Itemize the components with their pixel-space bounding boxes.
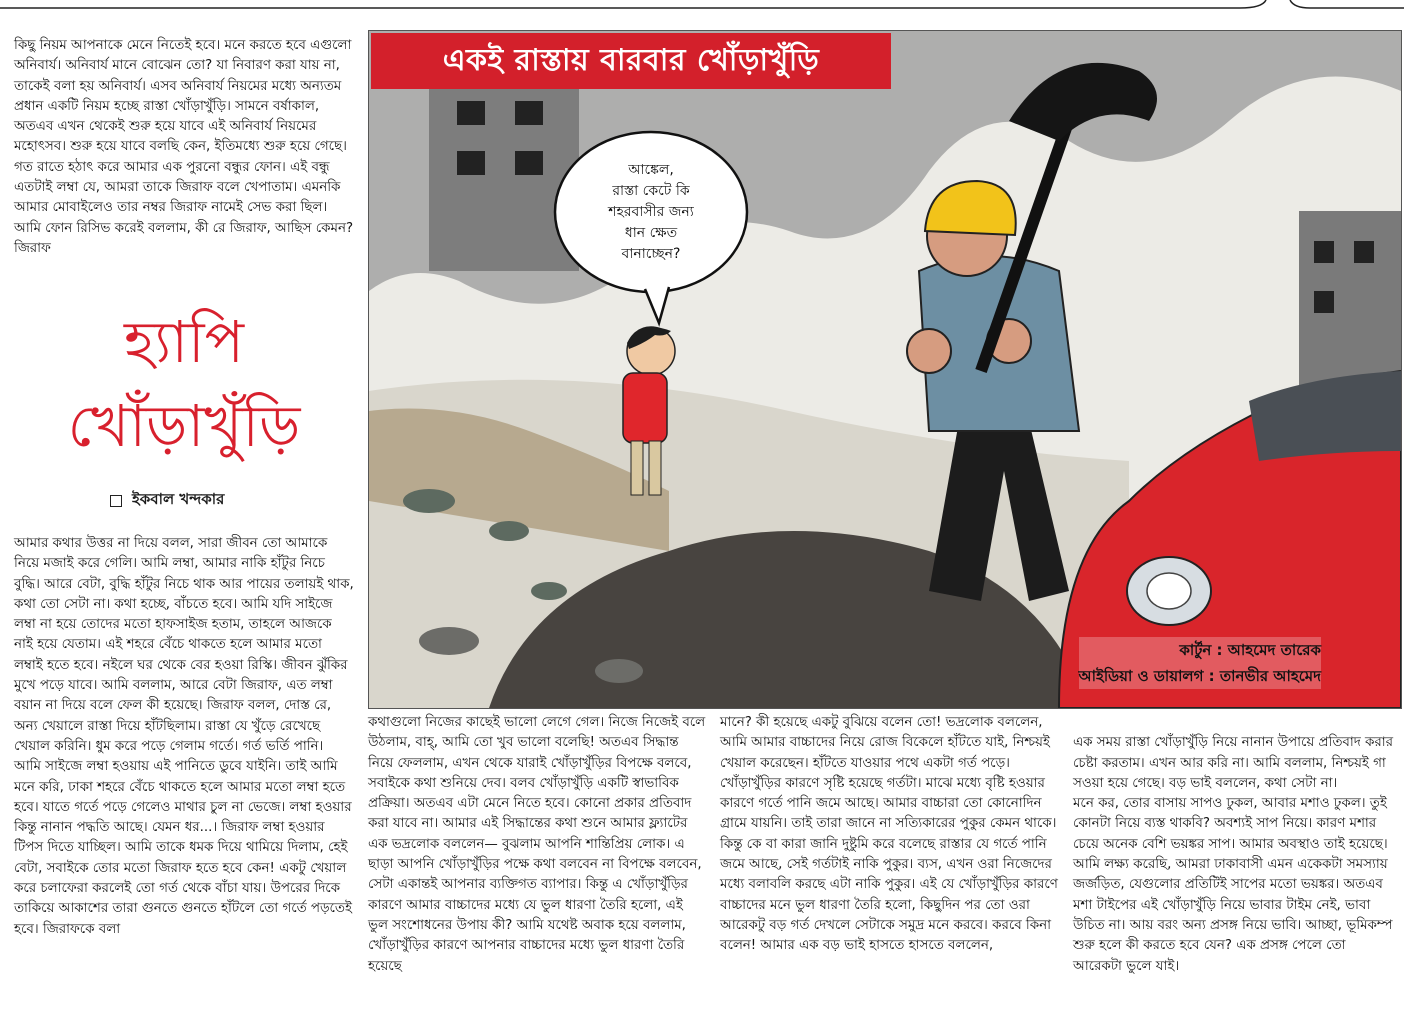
paragraph: আমার কথার উত্তর না দিয়ে বলল, সারা জীবন তো আমাকে নিয়ে মজাই করে গেলি। আমি লম্বা, আমার নাকি হাঁটুর নিচে বুদ্ধি। আরে বেটা, বুদ্ধি হাঁটুর নিচে থাক আর পায়ের তলায়ই থাক, কথা তো সেটা না। কথা হচ্ছে, বাঁচতে হবে। আমি যদি সাইজে লম্বা না হয়ে তোদের মতো হাফসাইজ হতাম, তাহলে আজকে নাই হয়ে যেতাম। এই শহরে বেঁচে থাকতে হলে আমার মতো লম্বাই হতে হবে। নইলে ঘর থেকে বের হওয়া রিস্কি। জীবন ঝুঁকির মুখে পড়ে যাবে। আমি বললাম, আরে বেটা জিরাফ, এত লম্বা বয়ান না দিয়ে বলে ফেল কী হয়েছে। জিরাফ বলল, দোস্ত রে, অন্য খেয়ালে রাস্তা দিয়ে হাঁটছিলাম। রাস্তা যে খুঁড়ে রেখেছে খেয়াল করিনি। ধুম করে পড়ে গেলাম গর্তে। গর্ত ভর্তি পানি। আমি সাইজে লম্বা হওয়ায় এই পানিতে ডুবে যাইনি। তাই আমি মনে করি, ঢাকা শহরে বেঁচে থাকতে হলে আমার মতো লম্বা হতে হবে। যাতে গর্তে পড়ে গেলেও মাথার চুল না ভেজে। লম্বা হওয়ার কিন্তু নানান পদ্ধতি আছে। যেমন ধর...। জিরাফ লম্বা হওয়ার টিপস দিতে যাচ্ছিল। আমি তাকে ধমক দিয়ে থামিয়ে দিলাম, হেই বেটা, সবাইকে তোর মতো জিরাফ হতে হবে কেন! একটু খেয়াল করে চলাফেরা করলেই তো গর্ত থেকে বাঁচা যায়। উপরের দিকে তাকিয়ে আকাশের তারা গুনতে গুনতে হাঁটলে তো গর্তে পড়তেই হবে। জিরাফকে বলা: [14, 536, 354, 937]
credit-cartoonist: কার্টুন : আহমেদ তারেক: [1079, 637, 1321, 663]
title-line-2: খোঁড়াখুঁড়ি: [67, 392, 301, 460]
article-column-1-intro: [14, 36, 354, 259]
article-column-1: [14, 534, 354, 940]
bubble-line: শহরবাসীর জন্য: [608, 203, 694, 220]
cartoon-headline: একই রাস্তায় বারবার খোঁড়াখুঁড়ি: [371, 33, 891, 89]
byline: [110, 488, 224, 513]
cartoon-illustration: [368, 30, 1402, 709]
cartoon-credits: [1079, 637, 1321, 689]
page-top-border: [0, 0, 1404, 14]
building-left: [429, 71, 579, 271]
article-column-4: [1073, 713, 1398, 997]
bubble-line: আঙ্কেল,: [628, 161, 674, 178]
article-column-3: [720, 713, 1060, 957]
cartoon-drawing: [369, 31, 1401, 708]
article-column-2: [368, 713, 706, 977]
article-title: [14, 300, 354, 468]
paragraph: কথাগুলো নিজের কাছেই ভালো লেগে গেল। নিজে নিজেই বলে উঠলাম, বাহ্‌, আমি তো খুব ভালো বলেছি! অতএব সিদ্ধান্ত নিয়ে ফেললাম, এখন থেকে যারাই খোঁড়াখুঁড়ির বিপক্ষে বলবে, সবাইকে কথা শুনিয়ে দেব। বলব খোঁড়াখুঁড়ি একটি স্বাভাবিক প্রক্রিয়া। অতএব এটা মেনে নিতে হবে। কোনো প্রকার প্রতিবাদ করা যাবে না। আমার এই সিদ্ধান্তের কথা শুনে আমার ফ্ল্যাটের এক ভদ্রলোক বললেন— বুঝলাম আপনি শান্তিপ্রিয় লোক। এ ছাড়া আপনি খোঁড়াখুঁড়ির পক্ষে কথা বলবেন না বিপক্ষে বলবেন, সেটা একান্তই আপনার ব্যক্তিগত ব্যাপার। কিন্তু এ খোঁড়াখুঁড়ির কারণে আমার বাচ্চাদের মধ্যে যে ভুল ধারণা তৈরি হলো, এই ভুল সংশোধনের উপায় কী? আমি যথেষ্ট অবাক হয়ে বললাম, খোঁড়াখুঁড়ির কারণে আপনার বাচ্চাদের মধ্যে ভুল ধারণা তৈরি হয়েছে: [368, 715, 706, 974]
bubble-line: রাস্তা কেটে কি: [612, 182, 690, 199]
credit-idea-dialogue: আইডিয়া ও ডায়ালগ : তানভীর আহমেদ: [1079, 663, 1321, 689]
paragraph: এক সময় রাস্তা খোঁড়াখুঁড়ি নিয়ে নানান উপায়ে প্রতিবাদ করার চেষ্টা করতাম। এখন আর করি না। আমি বললাম, নিশ্চয়ই গা সওয়া হয়ে গেছে। বড় ভাই বললেন, কথা সেটা না। মনে কর, তোর বাসায় সাপও ঢুকল, আবার মশাও ঢুকল। তুই কোনটা নিয়ে ব্যস্ত থাকবি? অবশ্যই সাপ নিয়ে। কারণ মশার চেয়ে অনেক বেশি ভয়ঙ্কর সাপ। আমার অবস্থাও তাই হয়েছে। আমি লক্ষ্য করেছি, আমরা ঢাকাবাসী এমন একেকটা সমস্যায় জর্জড়িত, যেগুলোর প্রতিটিই সাপের মতো ভয়ঙ্কর। অতএব মশা টাইপের এই খোঁড়াখুঁড়ি নিয়ে ভাবার টাইম নেই, ভাবা উচিত না। আয় বরং অন্য প্রসঙ্গ নিয়ে ভাবি। আচ্ছা, ভূমিকম্প শুরু হলে কী করতে হবে যেন? এক প্রসঙ্গ পেলে তো আরেকটা ভুলে যাই।: [1073, 735, 1394, 974]
speech-bubble: [561, 137, 741, 287]
square-bullet-icon: [110, 495, 122, 507]
author-name: ইকবাল খন্দকার: [132, 490, 225, 508]
paragraph: মানে? কী হয়েছে একটু বুঝিয়ে বলেন তো! ভদ্রলোক বললেন, আমি আমার বাচ্চাদের নিয়ে রোজ বিকেলে হাঁটতে যাই, নিশ্চয়ই খেয়াল করেছেন। হাঁটতে যাওয়ার পথে একটা গর্ত পড়ে। খোঁড়াখুঁড়ির কারণে সৃষ্টি হয়েছে গর্তটা। মাঝে মধ্যে বৃষ্টি হওয়ার কারণে গর্তে পানি জমে আছে। আমার বাচ্চারা তো কোনোদিন গ্রামে যায়নি। তাই তারা জানে না সত্যিকারের পুকুর কেমন থাকে। কিন্তু কে বা কারা জানি দুষ্টুমি করে বলেছে রাস্তার যে গর্তে পানি জমে আছে, সেই গর্তটাই নাকি পুকুর। ব্যস, এখন ওরা নিজেদের মধ্যে বলাবলি করছে এটা নাকি পুকুর। এই যে খোঁড়াখুঁড়ির কারণে বাচ্চাদের মনে ভুল ধারণা তৈরি হলো, কিছুদিন পর তো ওরা আরেকটু বড় গর্ত দেখলে সেটাকে সমুদ্র মনে করবে। করবে কিনা বলেন! আমার এক বড় ভাই হাসতে হাসতে বললেন,: [720, 715, 1058, 954]
bubble-line: বানাচ্ছেন?: [621, 245, 681, 262]
bubble-line: ধান ক্ষেত: [624, 224, 678, 241]
title-line-1: হ্যাপি: [123, 308, 245, 376]
paragraph: কিছু নিয়ম আপনাকে মেনে নিতেই হবে। মনে করতে হবে এগুলো অনিবার্য। অনিবার্য মানে বোঝেন তো? যা নিবারণ করা যায় না, তাকেই বলা হয় অনিবার্য। এসব অনিবার্য নিয়মের মধ্যে অন্যতম প্রধান একটি নিয়ম হচ্ছে রাস্তা খোঁড়াখুঁড়ি। সামনে বর্ষাকাল, অতএব এখন থেকেই শুরু হয়ে যাবে এই অনিবার্য নিয়মের মহোৎসব। শুরু হয়ে যাবে বলছি কেন, ইতিমধ্যে শুরু হয়ে গেছে। গত রাতে হঠাৎ করে আমার এক পুরনো বন্ধুর ফোন। এই বন্ধু এতটাই লম্বা যে, আমরা তাকে জিরাফ বলে খেপাতাম। এমনকি আমার মোবাইলেও তার নম্বর জিরাফ নামেই সেভ করা ছিল। আমি ফোন রিসিভ করেই বললাম, কী রে জিরাফ, আছিস কেমন? জিরাফ: [14, 38, 354, 256]
